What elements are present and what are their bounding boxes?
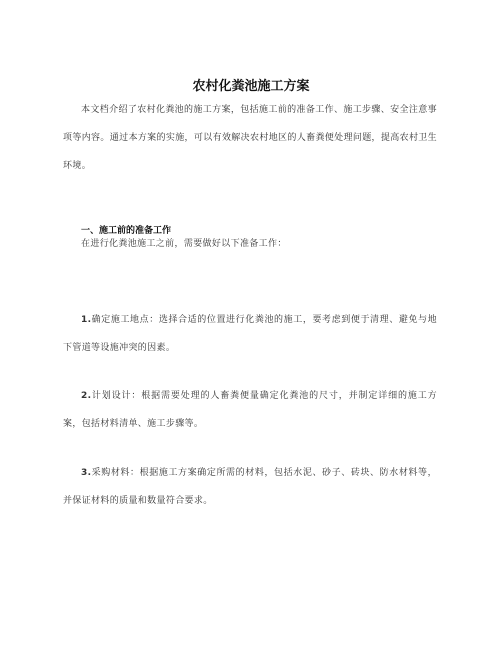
list-item-number: 3. (81, 468, 92, 478)
list-item-number: 2. (81, 391, 92, 401)
document-title: 农村化粪池施工方案 (192, 79, 310, 94)
list-item-number: 1. (81, 315, 92, 325)
list-item (63, 459, 437, 515)
list-item-text: 采购材料：根据施工方案确定所需的材料，包括水泥、砂子、砖块、防水材料等，并保证材料的质量和数量符合要求。 (63, 468, 437, 506)
list-item (63, 306, 437, 362)
section-lead-paragraph (63, 230, 437, 258)
list-item-text: 确定施工地点：选择合适的位置进行化粪池的施工，要考虑到便于清理、避免与地下管道等设施冲突的因素。 (63, 315, 437, 353)
section-heading: 一、施工前的准备工作 (81, 226, 172, 236)
list-item (63, 382, 437, 438)
list-item-text: 计划设计：根据需要处理的人畜粪便量确定化粪池的尺寸，并制定详细的施工方案，包括材料清单、施工步骤等。 (63, 391, 437, 429)
intro-paragraph: 本文档介绍了农村化粪池的施工方案，包括施工前的准备工作、施工步骤、安全注意事项等内容。通过本方案的实施，可以有效解决农村地区的人畜粪便处理问题，提高农村卫生环境。 (63, 105, 438, 171)
section-lead-text: 在进行化粪池施工之前，需要做好以下准备工作： (81, 239, 287, 249)
